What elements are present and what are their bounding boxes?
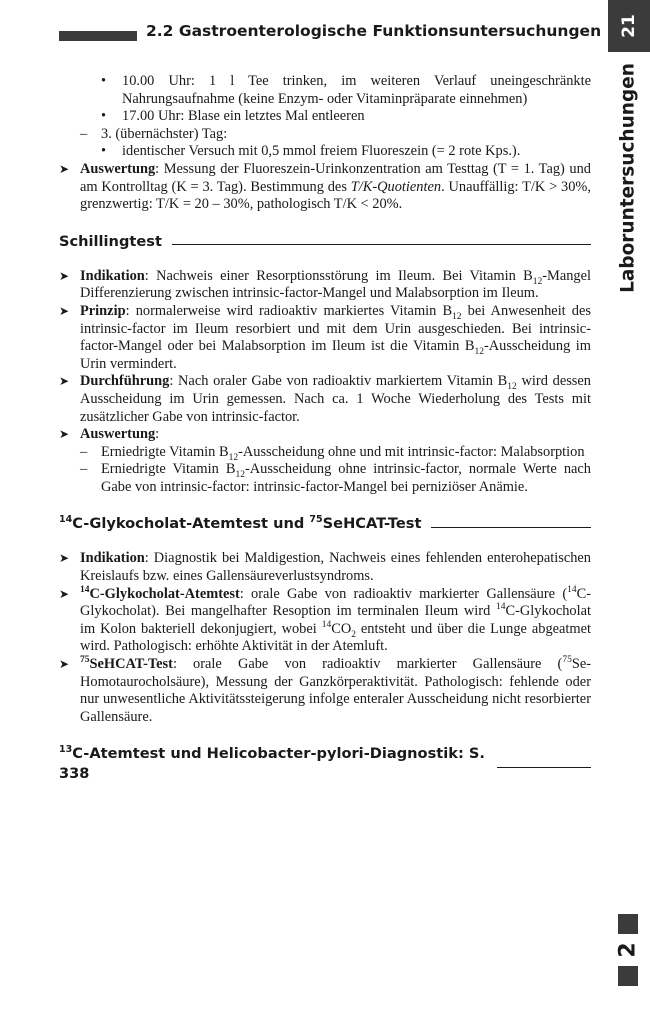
page-body [59, 73, 591, 784]
bullet-item: • 10.00 Uhr: 1 l Tee trinken, im weiteren Verlauf uneingeschränkte Nahrungsaufnahme (keine Enzym- oder Vitaminpräparate einnehmen) [59, 73, 591, 108]
dash-item: – Erniedrigte Vitamin $B_{12}$-Ausscheidung ohne intrinsic-factor, normale Werte nach Gabe von intrinsic-factor: intrinsic-factor-Mangel bei perniziöser Anämie. [59, 461, 591, 496]
page-number-tab [608, 0, 650, 52]
chapter-number-text: 2 [615, 942, 641, 958]
arrow-item-indikation: ➤ Indikation: Diagnostik bei Maldigestion, Nachweis eines fehlenden enterohepatischen Kreislaufs bzw. eines Gallensäureverlustsyndroms. [59, 550, 591, 585]
side-label-text: Laboruntersuchungen [617, 63, 639, 293]
bullet-item: • 17.00 Uhr: Blase ein letztes Mal entleeren [59, 108, 591, 126]
header-bar [59, 31, 137, 41]
arrow-item-indikation: ➤ Indikation: Nachweis einer Resorptionsstörung im Ileum. Bei Vitamin $B_{12}$-Mangel Differenzierung zwischen intrinsic-factor-Mangel und Malabsorption im Ileum. [59, 268, 591, 303]
running-header-title: 2.2 Gastroenterologische Funktionsuntersuchungen [146, 22, 602, 40]
page-number: 21 [618, 14, 639, 38]
arrow-item-sehcat-test: ➤ $^{75}$SeHCAT-Test: orale Gabe von radioaktiv markierter Gallensäure ($^{75}$Se-Homotaurocholsäure), Messung der Ganzkörperaktivität. Pathologisch: fehlende oder nur unwesentliche Aktivitätssteigerung infolge enteraler Ausscheidung nicht resorbierter Gallensäure. [59, 656, 591, 726]
arrow-item-glykocholat-atemtest: ➤ $^{14}$C-Glykocholat-Atemtest: orale Gabe von radioaktiv markierter Gallensäure ($^{14}$C-Glykocholat). Bei mangelhafter Resoption im terminalen Ileum wird $^{14}$C-Glykocholat im Kolon bakteriell dekonjugiert, wobei $^{14}CO_2$ entsteht und über die Lunge abgeatmet wird. Pathologisch: erhöhte Aktivität in der Atemluft. [59, 586, 591, 656]
arrow-item-prinzip: ➤ Prinzip: normalerweise wird radioaktiv markiertes Vitamin $B_{12}$ bei Anwesenheit des intrinsic-factor im Ileum resorbiert und mit dem Urin ausgeschieden. Bei intrinsic-factor-Mangel oder bei Malabsorption im Ileum ist die Vitamin $B_{12}$-Ausscheidung im Urin vermindert. [59, 303, 591, 373]
arrow-item-durchfuehrung: ➤ Durchführung: Nach oraler Gabe von radioaktiv markiertem Vitamin $B_{12}$ wird dessen Ausscheidung im Urin gemessen. Nach ca. 1 Woche Wiederholung des Tests mit zusätzlicher Gabe von intrinsic-factor. [59, 373, 591, 426]
dash-item: – Erniedrigte Vitamin $B_{12}$-Ausscheidung ohne und mit intrinsic-factor: Malabsorption [59, 444, 591, 462]
bullet-item: • identischer Versuch mit 0,5 mmol freiem Fluoreszein (= 2 rote Kps.). [59, 143, 591, 161]
section-heading-glykocholat: $^{14}$C-Glykocholat-Atemtest und $^{75}$SeHCAT-Test [59, 514, 591, 534]
section-heading-schilling: Schillingtest [59, 232, 591, 252]
arrow-item-auswertung: ➤ Auswertung: [59, 426, 591, 444]
section-heading-atemtest-reference: $^{13}$C-Atemtest und Helicobacter-pylori-Diagnostik: S. 338 [59, 744, 591, 784]
chapter-marker-square-top [618, 914, 638, 934]
arrow-item-auswertung: ➤ Auswertung: Messung der Fluoreszein-Urinkonzentration am Testtag (T = 1. Tag) und am Kontrolltag (K = 3. Tag). Bestimmung des T/K-Quotienten. Unauffällig: T/K > 30%, grenzwertig: T/K = 20 – 30%, pathologisch T/K < 20%. [59, 161, 591, 214]
dash-item: – 3. (übernächster) Tag: [59, 126, 591, 144]
chapter-marker-square-bottom [618, 966, 638, 986]
